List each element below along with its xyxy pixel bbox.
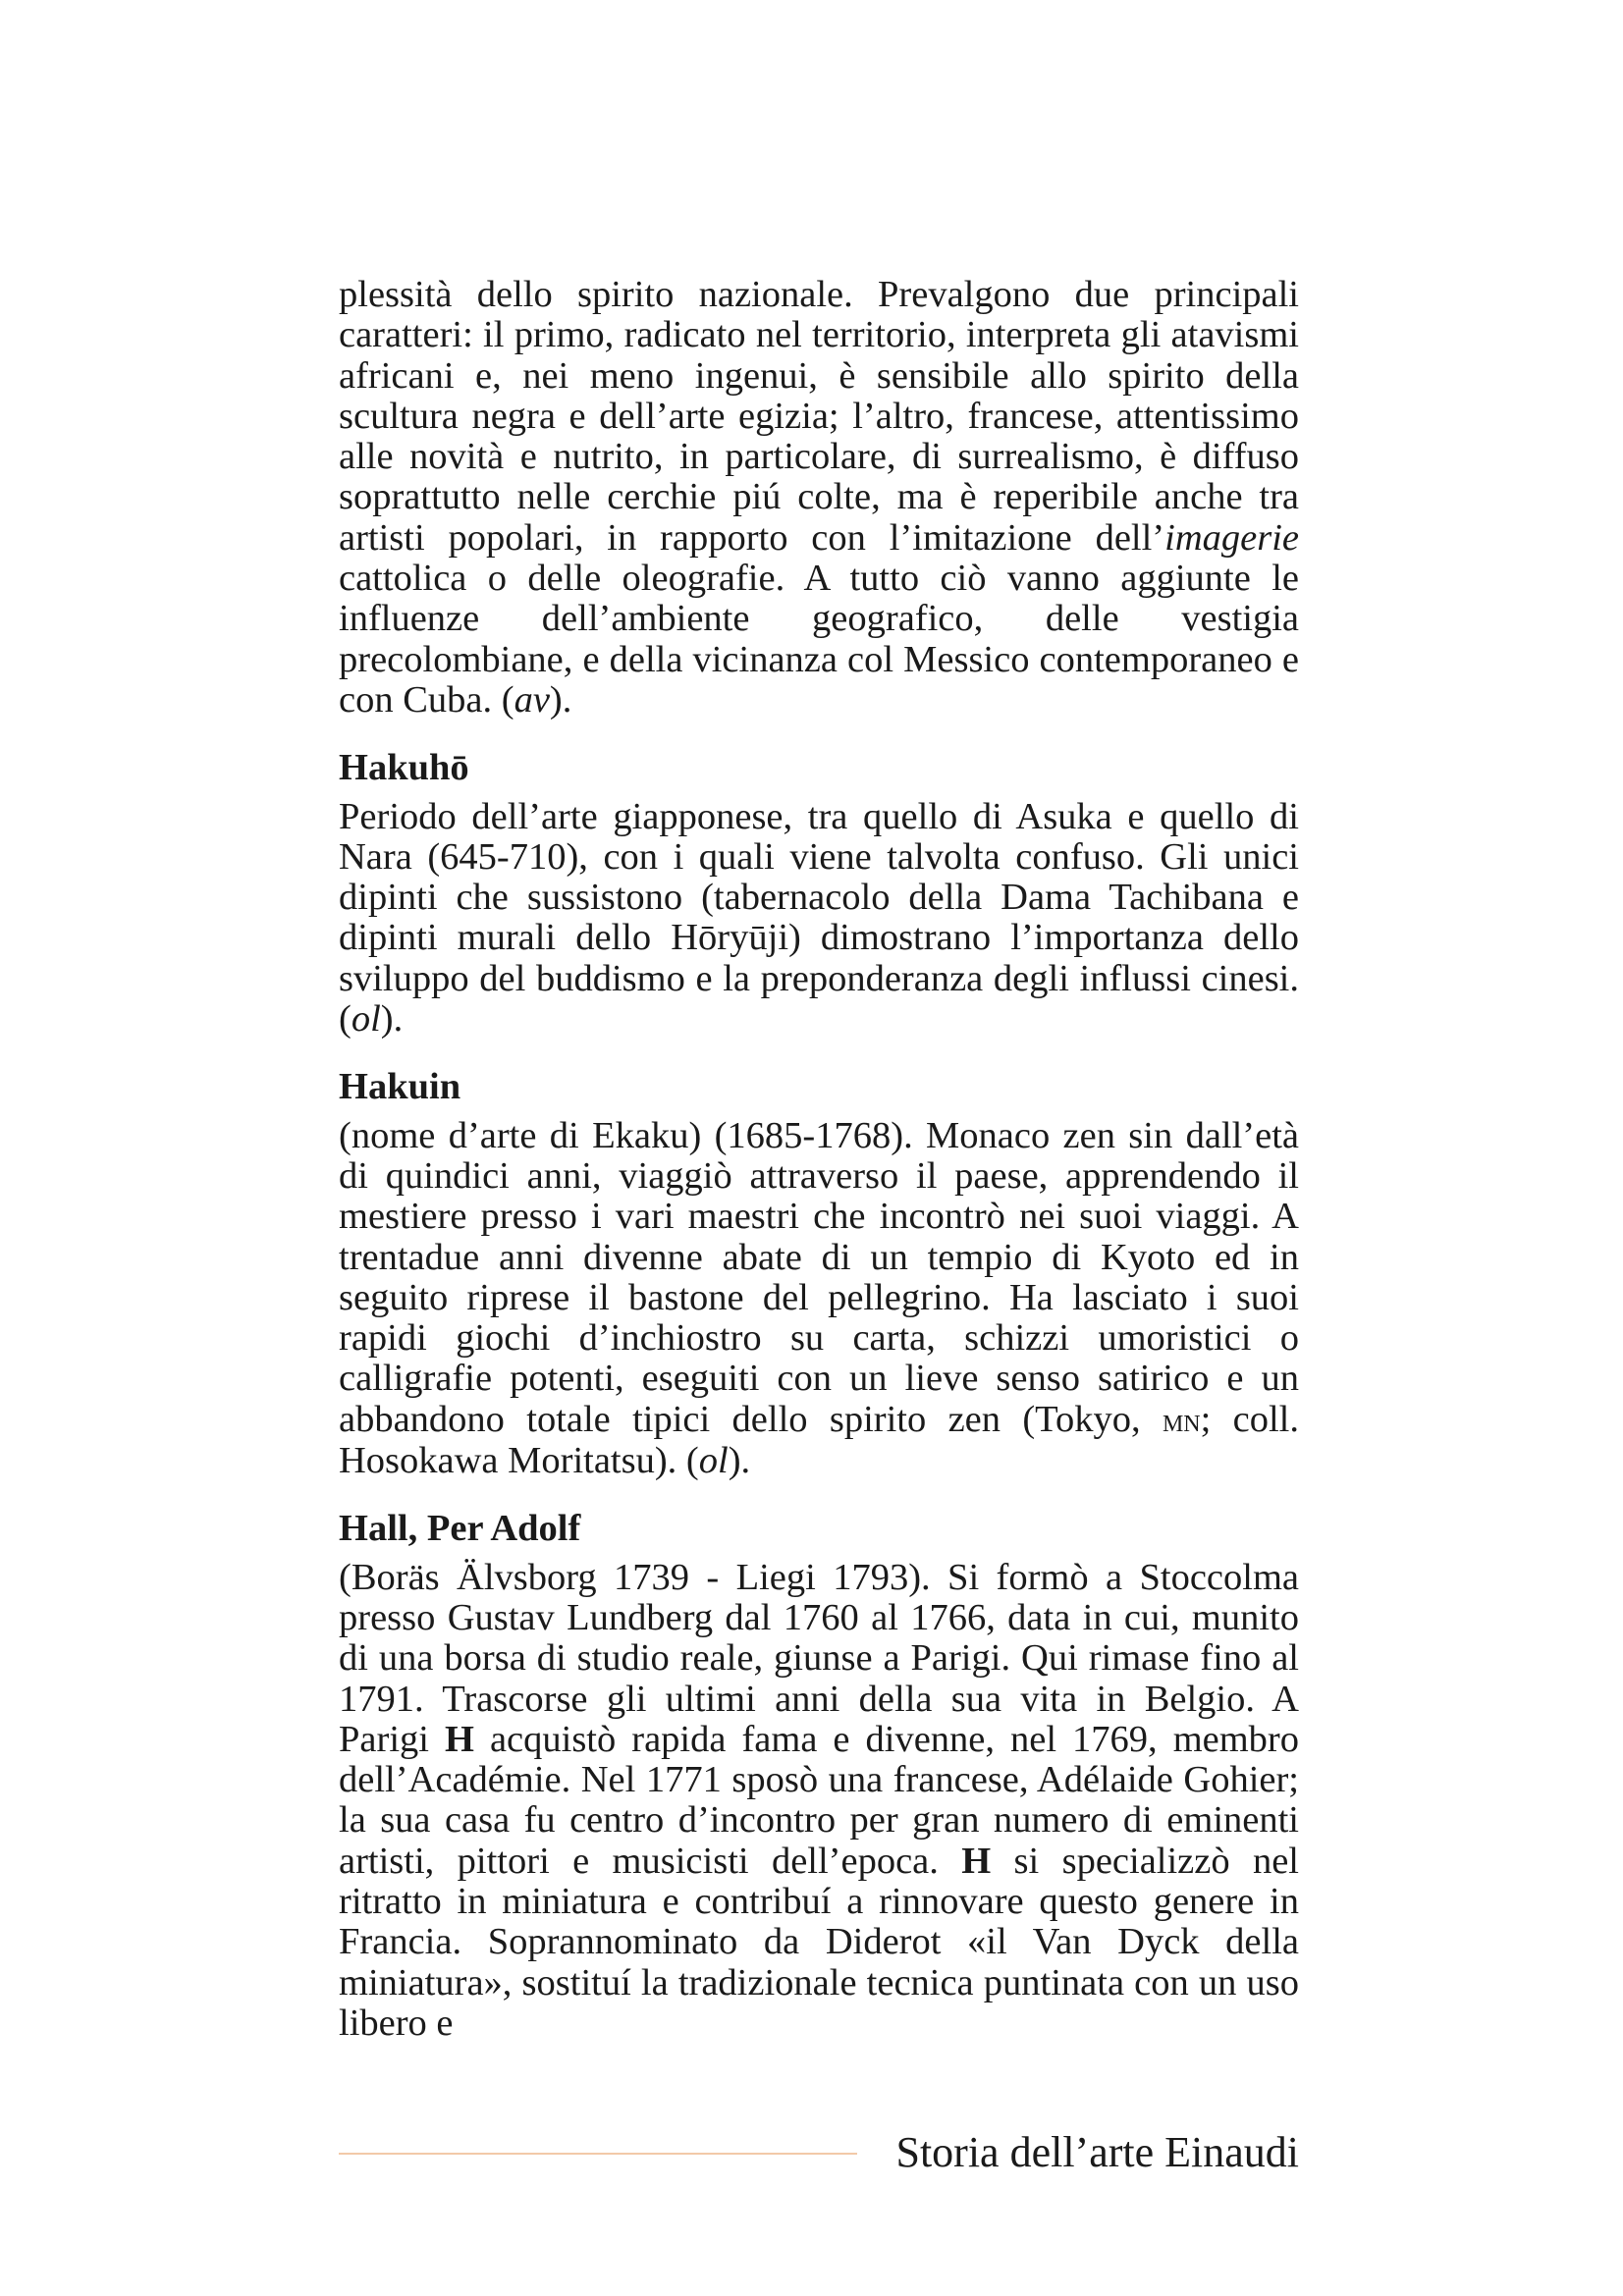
entry-text: (Boräs Älvsborg 1739 - Liegi 1793). Si formò a Stoccolma presso Gustav Lundberg dal 1760 al 1766, data in cui, munito di una borsa di studio reale, giunse a Parigi. Qui rimase fino al 1791. Trascorse gli ultimi anni della sua vita in Belgio. A Parigi — [339, 1556, 1299, 1760]
entry-closing: ). — [380, 998, 404, 1041]
entry-author-initials: ol — [351, 998, 381, 1041]
entry-closing: ). — [728, 1440, 751, 1482]
entry-text-continued: acquistò rapida fama e divenne, nel 1769, membro dell’Académie. Nel 1771 sposò una francese, Adélaide Gohier; la sua casa fu centro d’incontro per gran numero di eminenti artisti, pittori e musicisti dell’epoca. — [339, 1718, 1299, 1882]
entry-text-continued: ; coll. Hosokawa Moritatsu). ( — [339, 1398, 1299, 1482]
footer-divider — [339, 2153, 857, 2155]
entry-hall-per-adolf — [339, 1509, 1299, 2044]
entry-body — [339, 797, 1299, 1041]
entry-hakuin — [339, 1067, 1299, 1481]
entry-title: Hall, Per Adolf — [339, 1508, 581, 1550]
entry-text: (nome d’arte di Ekaku) (1685-1768). Monaco zen sin dall’età di quindici anni, viaggiò attraverso il paese, apprendendo il mestiere presso i vari maestri che incontrò nei suoi viaggi. A trentadue anni divenne abate di un tempio di Kyoto ed in seguito riprese il bastone del pellegrino. Ha lasciato i suoi rapidi giochi d’inchiostro su carta, schizzi umoristici o calligrafie potenti, eseguiti con un lieve senso satirico e un abbandono totale tipici dello spirito zen (Tokyo, — [339, 1114, 1299, 1440]
intro-italic-term: imagerie — [1164, 516, 1299, 559]
entry-hakuho — [339, 748, 1299, 1040]
intro-author-initials: av — [514, 678, 550, 721]
entry-author-initials: ol — [698, 1440, 729, 1482]
entry-body — [339, 1116, 1299, 1482]
entry-initial: H — [444, 1718, 474, 1760]
intro-text-start: plessità dello spirito nazionale. Prevalgono due principali caratteri: il primo, radicato nel territorio, interpreta gli atavismi africani e, nei meno ingenui, è sensibile allo spirito della scultura negra e dell’arte egizia; l’altro, francese, attentissimo alle novità e nutrito, in particolare, di surrealismo, è diffuso soprattutto nelle cerchie piú colte, ma è reperibile anche tra artisti popolari, in rapporto con l’imitazione dell’ — [339, 274, 1299, 559]
footer-title: Storia dell’arte Einaudi — [895, 2128, 1299, 2176]
entry-title: Hakuin — [339, 1066, 461, 1108]
entry-body — [339, 1558, 1299, 2045]
entry-text: Periodo dell’arte giapponese, tra quello di Asuka e quello di Nara (645-710), con i quali viene talvolta confuso. Gli unici dipinti che sussistono (tabernacolo della Dama Tachibana e dipinti murali dello Hōryūji) dimostrano l’importanza dello sviluppo del buddismo e la preponderanza degli influssi cinesi. ( — [339, 795, 1299, 1041]
museum-abbreviation: mn — [1162, 1401, 1201, 1439]
entry-title: Hakuhō — [339, 747, 469, 789]
intro-text-end: cattolica o delle oleografie. A tutto ciò vanno aggiunte le influenze dell’ambiente geografico, delle vestigia precolombiane, e della vicinanza col Messico contemporaneo e con Cuba. ( — [339, 558, 1299, 721]
page-footer — [339, 2123, 1299, 2182]
page-content — [339, 275, 1299, 2044]
intro-closing: ). — [549, 678, 572, 721]
intro-paragraph — [339, 275, 1299, 721]
entry-initial: H — [961, 1840, 992, 1882]
entry-text-final: si specializzò nel ritratto in miniatura e contribuí a rinnovare questo genere in Francia. Soprannominato da Diderot «il Van Dyck della miniatura», sostituí la tradizionale tecnica puntinata con un uso libero e — [339, 1840, 1299, 2044]
